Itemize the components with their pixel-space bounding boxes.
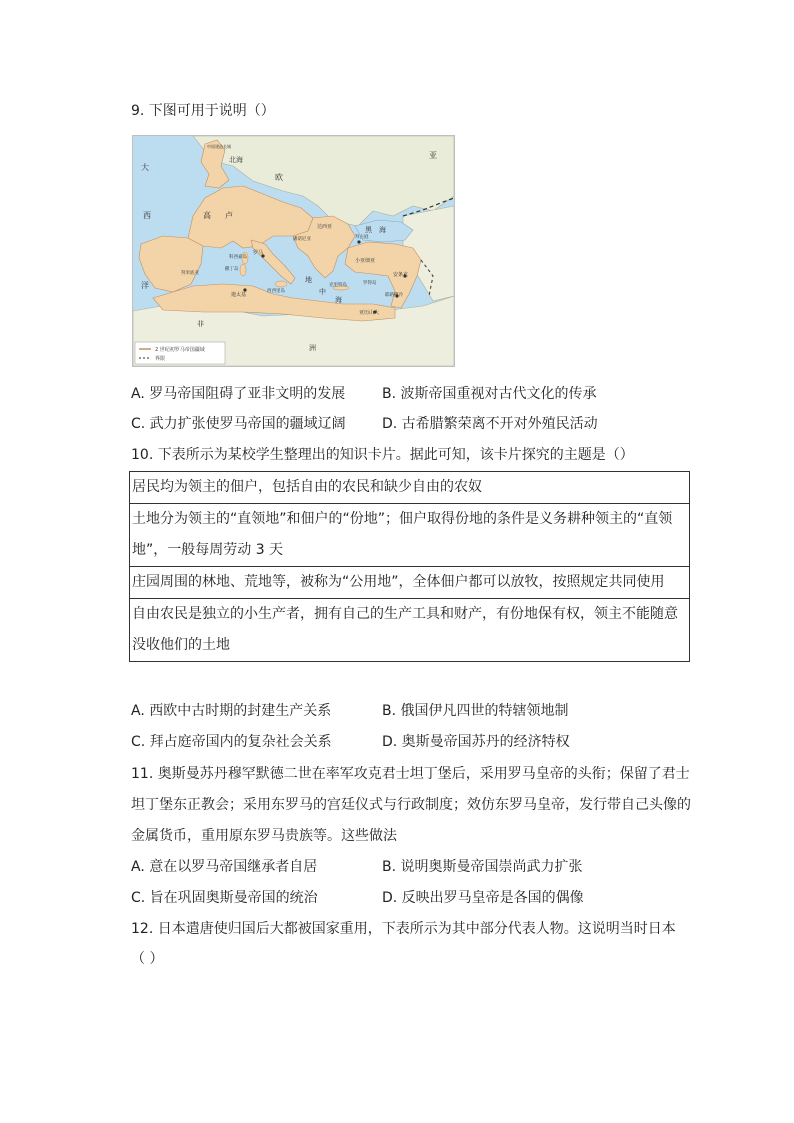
map-label-med-3: 海 — [335, 296, 342, 304]
q10-option-b[interactable]: B. 俄国伊凡四世的特辖领地制 — [382, 703, 569, 719]
q12-stem-line-1: 12. 日本遣唐使归国后大都被国家重用，下表所示为其中部分代表人物。这说明当时日本 — [131, 921, 676, 937]
map-label-africa-1: 非 — [197, 320, 204, 328]
map-label-crete: 克里特岛 — [329, 283, 347, 288]
map-legend-border: 界限 — [155, 356, 166, 362]
q9-option-d[interactable]: D. 古希腊繁荣离不开对外殖民活动 — [382, 416, 598, 432]
map-label-byzantium: 拜占庭 — [355, 235, 369, 240]
knowledge-card-table — [129, 471, 690, 662]
q11-option-d[interactable]: D. 反映出罗马皇帝是各国的偶像 — [382, 890, 584, 906]
map-label-numidia: 努米底亚 — [181, 271, 199, 276]
map-label-gaul-2: 卢 — [225, 211, 233, 220]
table-row — [130, 567, 690, 599]
map-label-black-sea-1: 黑 — [365, 226, 372, 234]
map-label-africa-2: 洲 — [309, 344, 316, 352]
map-label-asia-minor: 小亚细亚 — [355, 258, 376, 264]
map-label-gaul-1: 高 — [203, 211, 211, 220]
table-row — [130, 472, 690, 504]
map-label-atlantic-1: 大 — [141, 163, 149, 172]
q9-stem: 9. 下图可用于说明（） — [131, 103, 275, 119]
map-label-med-2: 中 — [319, 288, 326, 296]
map-label-antioch: 安条克 — [393, 272, 409, 278]
map-label-pannonia: 潘诺尼亚 — [293, 237, 311, 242]
q10-option-a[interactable]: A. 西欧中古时期的封建生产关系 — [131, 703, 332, 719]
q10-option-d[interactable]: D. 奥斯曼帝国苏丹的经济特权 — [382, 734, 570, 750]
q12-stem-line-2: （ ） — [131, 951, 164, 967]
q10-option-c[interactable]: C. 拜占庭帝国内的复杂社会关系 — [131, 734, 332, 750]
map-label-rhodes: 罗得岛 — [363, 281, 377, 286]
map-label-sardinia: 撒丁岛 — [225, 267, 239, 272]
map-legend-boundary: 2 世纪初罗马帝国疆域 — [155, 347, 205, 353]
map-label-med-1: 地 — [305, 276, 312, 284]
map-label-jerusalem: 耶路撒冷 — [385, 293, 403, 298]
q11-stem-line-3: 金属货币，重用原东罗马贵族等。这些做法 — [131, 828, 397, 844]
map-svg — [133, 136, 454, 366]
table-row — [130, 504, 690, 567]
q11-option-c[interactable]: C. 旨在巩固奥斯曼帝国的统治 — [131, 890, 318, 906]
q11-option-a[interactable]: A. 意在以罗马帝国继承者自居 — [131, 859, 318, 875]
q9-option-c[interactable]: C. 武力扩张使罗马帝国的疆域辽阔 — [131, 416, 346, 432]
map-label-north-sea: 北海 — [229, 156, 243, 164]
map-label-atlantic-2: 西 — [143, 211, 151, 220]
q11-stem-line-1: 11. 奥斯曼苏丹穆罕默德二世在率军攻克君士坦丁堡后，采用罗马皇帝的头衔；保留了君士 — [131, 766, 690, 782]
map-label-europe: 欧 — [275, 173, 283, 182]
map-legend — [135, 342, 225, 364]
map-label-black-sea-2: 海 — [379, 226, 386, 234]
q11-stem-line-2: 坦丁堡东正教会；采用东罗马的宫廷仪式与行政制度；效仿东罗马皇帝，发行带自己头像的 — [131, 797, 691, 813]
q11-option-b[interactable]: B. 说明奥斯曼帝国崇尚武力扩张 — [382, 859, 583, 875]
map-label-atlantic-3: 洋 — [141, 281, 149, 290]
table-cell: 居民均为领主的佃户，包括自由的农民和缺少自由的农奴 — [130, 472, 690, 504]
table-cell: 庄园周围的林地、荒地等，被称为“公用地”，全体佃户都可以放牧，按照规定共同使用 — [130, 567, 690, 599]
map-label-alexandria: 亚历山大 — [359, 310, 380, 316]
map-label-carthage: 迦太基 — [231, 292, 247, 298]
q10-stem: 10. 下表所示为某校学生整理出的知识卡片。据此可知，该卡片探究的主题是（） — [131, 447, 634, 463]
table-cell: 自由农民是独立的小生产者，拥有自己的生产工具和财产，有份地保有权，领主不能随意没收他们的土地 — [130, 599, 690, 662]
map-label-dacia: 达西亚 — [317, 224, 333, 230]
map-label-sicily: 西西里岛 — [267, 289, 285, 294]
roman-empire-map — [132, 135, 455, 367]
table-row — [130, 599, 690, 662]
map-label-rome: 罗马 — [253, 250, 264, 256]
q9-option-b[interactable]: B. 波斯帝国重视对古代文化的传承 — [382, 386, 597, 402]
q9-option-a[interactable]: A. 罗马帝国阻碍了亚非文明的发展 — [131, 386, 346, 402]
map-label-top-left: 中国建造长城 — [207, 144, 231, 149]
map-label-corsica: 科西嘉岛 — [229, 255, 247, 260]
table-cell: 土地分为领主的“直领地”和佃户的“份地”；佃户取得份地的条件是义务耕种领主的“直领地”，一般每周劳动 3 天 — [130, 504, 690, 567]
map-label-asia: 亚 — [429, 151, 437, 160]
